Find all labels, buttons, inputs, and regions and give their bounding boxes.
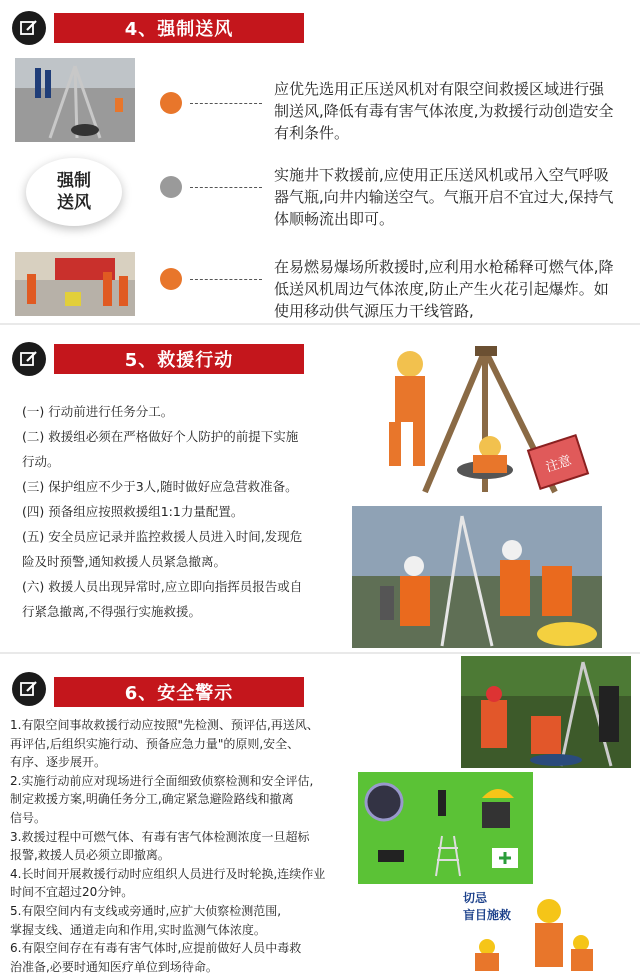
section4-item-1: 应优先选用正压送风机对有限空间救援区域进行强制送风,降低有毒有害气体浓度,为救援行动创造安全有利条件。 [274, 80, 614, 142]
firefighters-photo [15, 252, 135, 316]
bullet-dot-3 [160, 268, 182, 290]
tripod-manhole-photo [15, 58, 135, 142]
list-item: 行动。 [22, 454, 60, 469]
manhole-rescue-photo [461, 656, 631, 768]
section5-list [22, 402, 352, 627]
bullet-dot-2 [160, 176, 182, 198]
list-item: 1.有限空间事故救援行动应按照"先检测、预评估,再送风、 [10, 718, 319, 732]
warning-illustration [445, 885, 615, 971]
center-label-line1: 强制 [57, 171, 91, 191]
section5-title: 5、救援行动 [54, 344, 304, 374]
list-item: 险及时预警,通知救援人员紧急撤离。 [22, 554, 226, 569]
center-label-line2: 送风 [57, 193, 91, 213]
list-item: 6.有限空间存在有毒有害气体时,应提前做好人员中毒救 [10, 941, 302, 956]
list-item: 3.救援过程中可燃气体、有毒有害气体检测浓度一旦超标 [10, 829, 310, 844]
list-item: 治准备,必要时通知医疗单位到场待命。 [10, 959, 218, 974]
edit-icon [12, 342, 46, 376]
list-item: 行紧急撤离,不得强行实施救援。 [22, 604, 201, 619]
list-item: 5.有限空间内有支线或旁通时,应扩大侦察检测范围, [10, 903, 282, 918]
edit-icon [12, 11, 46, 45]
list-item: (三) 保护组应不少于3人,随时做好应急营救准备。 [22, 479, 298, 494]
list-item: (一) 行动前进行任务分工。 [22, 404, 174, 419]
center-label-circle [26, 158, 122, 226]
section4-title: 4、强制送风 [54, 13, 304, 43]
edit-icon [12, 672, 46, 706]
warning-title-line2: 盲目施救 [463, 908, 512, 922]
connector-2 [190, 187, 262, 188]
list-item: 信号。 [10, 810, 47, 825]
list-item: 2.实施行动前应对现场进行全面细致侦察检测和安全评估, [10, 773, 314, 788]
divider [0, 652, 640, 654]
equipment-panel [358, 772, 533, 884]
warning-sign-text: 注意 [544, 453, 574, 476]
section6-title: 6、安全警示 [54, 677, 304, 707]
warning-title-line1: 切忌 [463, 891, 488, 905]
section6-list [10, 716, 390, 976]
list-item: 再评估,后组织实施行动、预备应急力量"的原则,安全、 [10, 736, 300, 751]
connector-1 [190, 103, 262, 104]
list-item: 4.长时间开展救援行动时应组织人员进行及时轮换,连续作业 [10, 866, 326, 881]
connector-3 [190, 279, 262, 280]
list-item: (四) 预备组应按照救援组1:1力量配置。 [22, 504, 244, 519]
section4-item-3: 在易燃易爆场所救援时,应利用水枪稀释可燃气体,降低送风机周边气体浓度,防止产生火花引起爆炸。如使用移动供气源压力干线管路, [274, 258, 614, 320]
list-item: 报警,救援人员必须立即撤离。 [10, 848, 170, 863]
list-item: 有序、逐步展开。 [10, 755, 107, 770]
section4-item-2: 实施井下救援前,应使用正压送风机或吊入空气呼吸器气瓶,向井内输送空气。气瓶开启不宜过大,保持气体顺畅流出即可。 [274, 166, 614, 228]
rescue-tripod-illustration [355, 342, 600, 502]
divider [0, 323, 640, 325]
list-item: 时间不宜超过20分钟。 [10, 885, 134, 900]
list-item: 掌握支线、通道走向和作用,实时监测气体浓度。 [10, 922, 266, 937]
list-item: 制定救援方案,明确任务分工,确定紧急避险路线和撤离 [10, 792, 294, 807]
list-item: (五) 安全员应记录并监控救援人员进入时间,发现危 [22, 529, 303, 544]
list-item: (二) 救援组必须在严格做好个人防护的前提下实施 [22, 429, 299, 444]
list-item: (六) 救援人员出现异常时,应立即向指挥员报告或自 [22, 579, 303, 594]
bullet-dot-1 [160, 92, 182, 114]
rescuers-photo [352, 506, 602, 648]
